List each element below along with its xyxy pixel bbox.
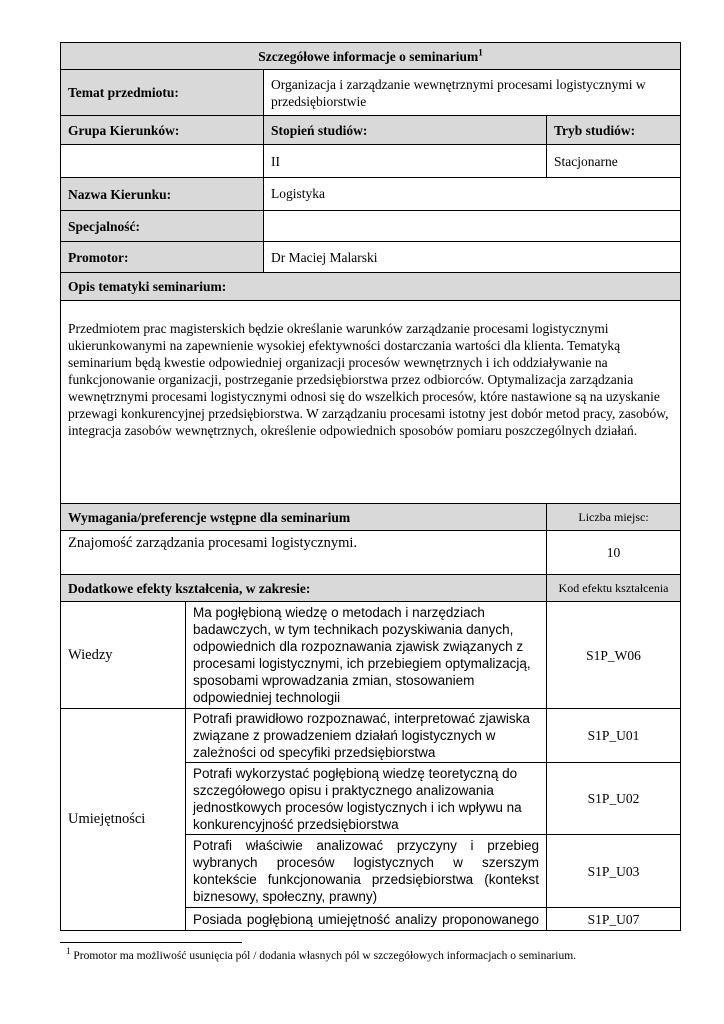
study-info-header-row bbox=[61, 116, 681, 145]
supervisor-label: Promotor: bbox=[61, 242, 264, 273]
skill-code: S1P_U02 bbox=[547, 763, 681, 835]
seminar-form-table bbox=[60, 42, 681, 931]
footnote bbox=[66, 946, 577, 962]
knowledge-code: S1P_W06 bbox=[547, 602, 681, 709]
outcome-code-label: Kod efektu kształcenia bbox=[547, 575, 681, 602]
description-row bbox=[61, 301, 681, 504]
specialty-label: Specjalność: bbox=[61, 211, 264, 242]
requirements-value: Znajomość zarządzania procesami logistycznymi. bbox=[61, 531, 547, 575]
description-label: Opis tematyki seminarium: bbox=[61, 273, 681, 301]
skill-description: Potrafi prawidłowo rozpoznawać, interpretować zjawiska związane z prowadzeniem działań logistycznych w zależności od specyfiki przedsiębiorstwa bbox=[186, 709, 547, 763]
skill-description: Posiada pogłębioną umiejętność analizy proponowanego bbox=[186, 908, 547, 931]
skill-code: S1P_U01 bbox=[547, 709, 681, 763]
field-value: Logistyka bbox=[264, 178, 681, 211]
subject-value: Organizacja i zarządzanie wewnętrznymi procesami logistycznymi w przedsiębiorstwie bbox=[264, 70, 681, 116]
mode-label: Tryb studiów: bbox=[547, 116, 681, 145]
skill-code: S1P_U03 bbox=[547, 835, 681, 908]
skill-description: Potrafi wykorzystać pogłębioną wiedzę teoretyczną do szczegółowego opisu i praktycznego analizowania jednostkowych procesów logistycznych i ich wpływu na konkurencyjność przedsiębiorstwa bbox=[186, 763, 547, 835]
table-title: Szczegółowe informacje o seminarium$^1$ bbox=[61, 43, 681, 70]
field-label: Nazwa Kierunku: bbox=[61, 178, 264, 211]
subject-label: Temat przedmiotu: bbox=[61, 70, 264, 116]
group-label: Grupa Kierunków: bbox=[61, 116, 264, 145]
knowledge-description: Ma pogłębioną wiedzę o metodach i narzędziach badawczych, w tym technikach pozyskiwania danych, odpowiednich dla rozpoznawania zjawisk związanych z procesami logistycznymi, ich przebiegiem optymalizacją, sposobami wprowadzania zmian, stosowaniem odpowiedniej technologii bbox=[186, 602, 547, 709]
requirements-header-row bbox=[61, 504, 681, 531]
footnote-separator bbox=[60, 942, 242, 943]
requirements-label: Wymagania/preferencje wstępne dla seminarium bbox=[61, 504, 547, 531]
outcomes-header-row bbox=[61, 575, 681, 602]
degree-value: II bbox=[264, 145, 547, 178]
skills-category: Umiejętności bbox=[61, 709, 186, 931]
group-value bbox=[61, 145, 264, 178]
footnote-text: Promotor ma możliwość usunięcia pól / dodania własnych pól w szczegółowych informacjach o seminarium. bbox=[73, 950, 577, 962]
study-info-value-row bbox=[61, 145, 681, 178]
footnote-ref: 1 bbox=[478, 47, 483, 57]
skill-code: S1P_U07 bbox=[547, 908, 681, 931]
footnote-number: 1 bbox=[66, 946, 71, 957]
title-row bbox=[61, 43, 681, 70]
outcomes-label: Dodatkowe efekty kształcenia, w zakresie: bbox=[61, 575, 547, 602]
specialty-row bbox=[61, 211, 681, 242]
degree-label: Stopień studiów: bbox=[264, 116, 547, 145]
places-value: 10 bbox=[547, 531, 681, 575]
description-text: Przedmiotem prac magisterskich będzie określanie warunków zarządzanie procesami logistycznymi ukierunkowanymi na zapewnienie wysokiej efektywności dostarczania wartości dla klienta. Tematyką seminarium będą kwestie odpowiedniej organizacji procesów wewnętrznych i ich oddziaływanie na funkcjonowanie organizacji, postrzeganie przedsiębiorstwa przez odbiorców. Optymalizacja zarządzania wewnętrznymi procesami logistycznymi odnosi się do wszelkich procesów, które nastawione są na uzyskanie przewagi konkurencyjnej przedsiębiorstwa. W zarządzaniu procesami istotny jest dobór metod pracy, zasobów, integracja zasobów wewnętrznych, określenie odpowiednich sposobów pomiaru poszczególnych działań. bbox=[61, 301, 681, 504]
supervisor-row bbox=[61, 242, 681, 273]
knowledge-row bbox=[61, 602, 681, 709]
description-header-row bbox=[61, 273, 681, 301]
mode-value: Stacjonarne bbox=[547, 145, 681, 178]
requirements-value-row bbox=[61, 531, 681, 575]
skill-row bbox=[61, 709, 681, 763]
supervisor-value: Dr Maciej Malarski bbox=[264, 242, 681, 273]
skill-description: Potrafi właściwie analizować przyczyny i przebieg wybranych procesów logistycznych w szerszym kontekście funkcjonowania przedsiębiorstwa (kontekst biznesowy, społeczny, prawny) bbox=[186, 835, 547, 908]
knowledge-category: Wiedzy bbox=[61, 602, 186, 709]
places-label: Liczba miejsc: bbox=[547, 504, 681, 531]
field-row bbox=[61, 178, 681, 211]
subject-row bbox=[61, 70, 681, 116]
specialty-value bbox=[264, 211, 681, 242]
